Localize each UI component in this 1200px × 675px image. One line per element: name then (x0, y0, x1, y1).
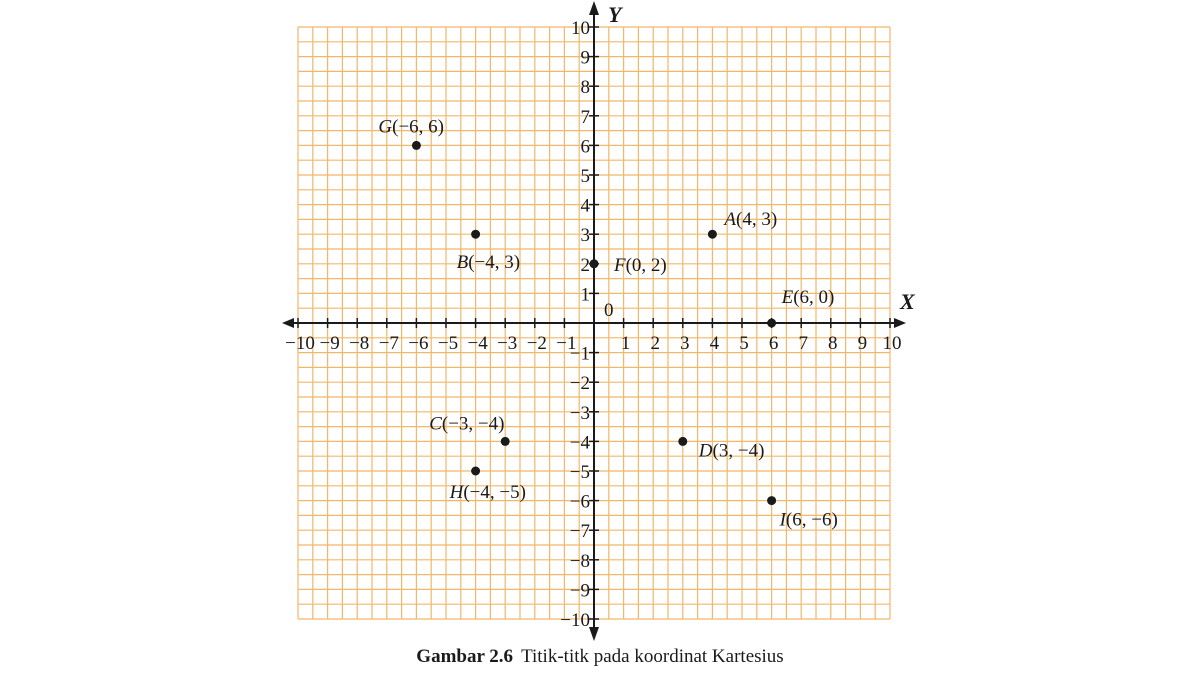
x-axis-left-arrow (282, 318, 294, 328)
y-tick-label: 7 (580, 106, 590, 128)
y-tick-label: −2 (569, 373, 590, 395)
x-tick-label: 1 (620, 333, 631, 354)
y-tick-label: 5 (580, 166, 590, 187)
point-name: I (779, 509, 786, 531)
x-tick-label: −8 (349, 333, 370, 354)
y-tick-label: −1 (569, 343, 590, 365)
point-label-f (613, 255, 667, 276)
y-tick-label: 1 (580, 284, 590, 306)
y-tick-label: −8 (569, 550, 590, 572)
figure-caption (0, 646, 1200, 668)
point-d (678, 437, 687, 446)
y-axis-bottom-arrow (589, 627, 599, 641)
x-tick-label: 10 (882, 333, 902, 354)
point-h (471, 467, 480, 476)
point-e (767, 319, 776, 328)
point-coordinates: (6, −6) (785, 509, 838, 531)
point-name: B (456, 252, 469, 274)
point-g (412, 141, 421, 150)
point-label-i (779, 510, 838, 531)
point-name: D (698, 440, 713, 462)
x-tick-label: −7 (378, 333, 399, 354)
y-tick-label: −4 (569, 432, 590, 454)
point-label-a (722, 209, 777, 230)
point-coordinates: (−3, −4) (441, 413, 505, 435)
x-tick-label: 4 (709, 333, 720, 354)
x-tick-label: −1 (556, 333, 577, 354)
y-tick-label: 9 (580, 47, 590, 69)
y-axis-title: Y (608, 2, 622, 27)
x-axis-right-arrow (894, 318, 906, 328)
x-tick-label: −9 (319, 333, 340, 354)
point-c (501, 437, 510, 446)
x-tick-label: −6 (408, 333, 429, 354)
x-tick-label: −3 (497, 333, 518, 354)
point-coordinates: (−6, 6) (392, 116, 445, 138)
point-label-c (429, 413, 504, 434)
point-coordinates: (4, 3) (736, 209, 778, 231)
y-axis-top-arrow (589, 1, 599, 15)
x-tick-label: −5 (437, 333, 459, 354)
y-tick-label: 6 (580, 136, 590, 158)
point-name: F (614, 254, 626, 276)
point-name: C (429, 413, 442, 435)
point-a (708, 230, 717, 239)
y-tick-label: −6 (569, 491, 590, 513)
y-tick-label: 3 (580, 225, 590, 247)
x-tick-label: −10 (285, 333, 315, 354)
point-coordinates: (−4, −5) (463, 482, 526, 503)
x-tick-label: 3 (680, 333, 690, 354)
x-tick-label: 9 (857, 333, 868, 354)
y-tick-label: 4 (580, 195, 590, 217)
caption-text: Titik-titk pada koordinat Kartesius (521, 646, 784, 667)
point-f (590, 259, 599, 268)
x-axis-title: X (900, 289, 915, 314)
axes (290, 9, 898, 633)
y-tick-label: 10 (571, 18, 590, 39)
point-name: H (449, 482, 464, 503)
point-label-h (449, 482, 526, 503)
point-coordinates: (6, 0) (793, 287, 835, 308)
point-name: A (724, 209, 737, 231)
x-tick-label: 2 (650, 333, 660, 354)
y-tick-label: −5 (569, 462, 590, 483)
x-tick-label: 5 (739, 333, 749, 354)
x-tick-label: 6 (768, 333, 779, 354)
y-tick-label: −3 (569, 402, 590, 424)
x-tick-label: 8 (828, 333, 838, 354)
point-coordinates: (−4, 3) (468, 252, 521, 274)
x-tick-label: 7 (798, 333, 808, 354)
y-tick-label: −9 (569, 580, 590, 602)
point-i (767, 496, 776, 505)
caption-number: Gambar 2.6 (416, 646, 514, 667)
x-tick-label: −4 (467, 333, 488, 354)
y-tick-label: 8 (580, 77, 590, 99)
point-label-e (781, 287, 835, 308)
point-label-d (698, 440, 765, 461)
point-b (471, 230, 480, 239)
point-coordinates: (0, 2) (625, 254, 667, 276)
y-tick-label: 2 (580, 254, 590, 276)
origin-label: 0 (604, 300, 614, 321)
y-tick-label: −10 (560, 610, 590, 631)
point-coordinates: (3, −4) (712, 440, 765, 462)
point-name: G (378, 116, 393, 138)
point-label-b (457, 252, 520, 273)
x-tick-label: −2 (526, 333, 547, 354)
y-tick-label: −7 (569, 521, 590, 543)
point-name: E (781, 287, 794, 308)
point-label-g (378, 116, 444, 137)
